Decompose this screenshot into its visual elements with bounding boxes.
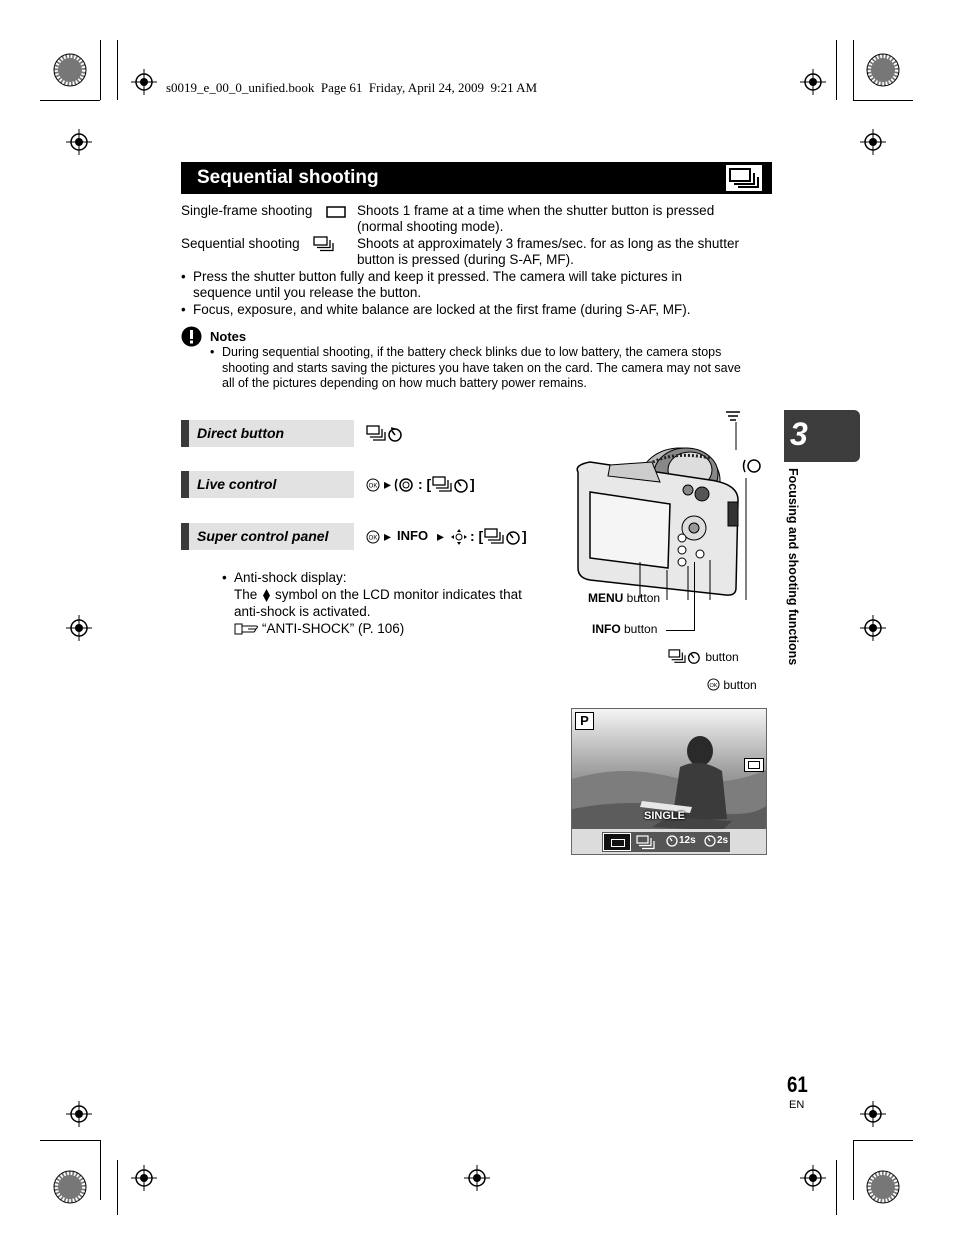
section-title-bar [181,162,772,194]
registration-mark-icon [66,1101,92,1127]
lcd-timer-icon [666,835,678,847]
color-rosette-icon [53,53,87,87]
registration-mark-icon [131,69,157,95]
registration-mark-icon [860,615,886,641]
registration-mark-icon [464,1165,490,1191]
warning-icon [181,326,202,347]
drive-self-timer-icon [668,649,702,665]
registration-mark-icon [66,615,92,641]
drive-self-timer-icon [366,425,404,443]
lcd-option-timer-2s: 2s [717,835,729,846]
mode-label: Sequential shooting [181,236,300,251]
registration-mark-icon [800,69,826,95]
color-rosette-icon [866,53,900,87]
ok-button-icon [707,678,720,691]
sequential-icon [313,236,335,252]
registration-mark-icon [860,1101,886,1127]
single-frame-icon [326,206,346,218]
color-rosette-icon [866,1170,900,1204]
page-number: 61 [787,1072,808,1097]
super-control-panel-label: Super control panel [181,523,354,550]
lcd-menu-strip [572,829,767,855]
lcd-selected-label: SINGLE [644,810,685,822]
ok-button-icon [366,530,380,544]
mode-description: (normal shooting mode). [357,219,504,234]
drive-self-timer-icon [432,476,470,494]
registration-mark-icon [66,129,92,155]
section-title: Sequential shooting [197,167,379,188]
mode-description: button is pressed (during S-AF, MF). [357,252,574,267]
lcd-option-single [603,833,631,851]
ok-button-callout: OK button [707,678,757,692]
lcd-drive-indicator [744,758,764,772]
lcd-timer-icon [704,835,716,847]
registration-mark-icon [800,1165,826,1191]
registration-mark-icon [860,129,886,155]
chapter-tab: 3 [784,410,860,462]
mode-row-sequential [181,236,772,269]
live-control-operation: OK ▸ : [ ] [366,476,546,494]
color-rosette-icon [53,1170,87,1204]
drive-self-timer-icon [484,528,522,546]
print-header-meta: s0019_e_00_0_unified.book Page 61 Friday, April 24, 2009 9:21 AM [166,80,538,95]
menu-button-callout: MENU button [588,591,661,605]
mode-description: Shoots 1 frame at a time when the shutter button is pressed [357,203,715,218]
svg-text:OK: OK [368,535,378,542]
mode-row-single [181,203,772,236]
sequential-shooting-icon [726,165,762,191]
side-chapter-title: Focusing and shooting functions [786,468,800,666]
lcd-screen-illustration [571,708,767,855]
lcd-option-timer-12s: 12s [679,835,696,846]
drive-button-callout: button [668,649,739,665]
mode-description: Shoots at approximately 3 frames/sec. for as long as the shutter [357,236,739,251]
ok-button-icon [366,478,380,492]
reference-hand-icon [234,622,260,636]
super-control-operation: OK ▸ INFO ▸ : [ ] [366,528,546,546]
registration-mark-icon [131,1165,157,1191]
info-button-callout: INFO button [592,622,658,636]
live-control-label: Live control [181,471,354,498]
lcd-mode-badge: P [575,712,594,730]
notes-heading: Notes [210,329,247,344]
lcd-option-sequential [636,835,656,850]
anti-shock-icon [262,589,271,602]
dial-icon [394,476,416,494]
camera-illustration [560,410,780,600]
svg-text:OK: OK [368,483,378,490]
language-code: EN [789,1099,805,1111]
direct-button-label: Direct button [181,420,354,447]
mode-label: Single-frame shooting [181,203,313,218]
arrow-pad-icon [450,528,468,546]
svg-text:OK: OK [709,682,718,689]
